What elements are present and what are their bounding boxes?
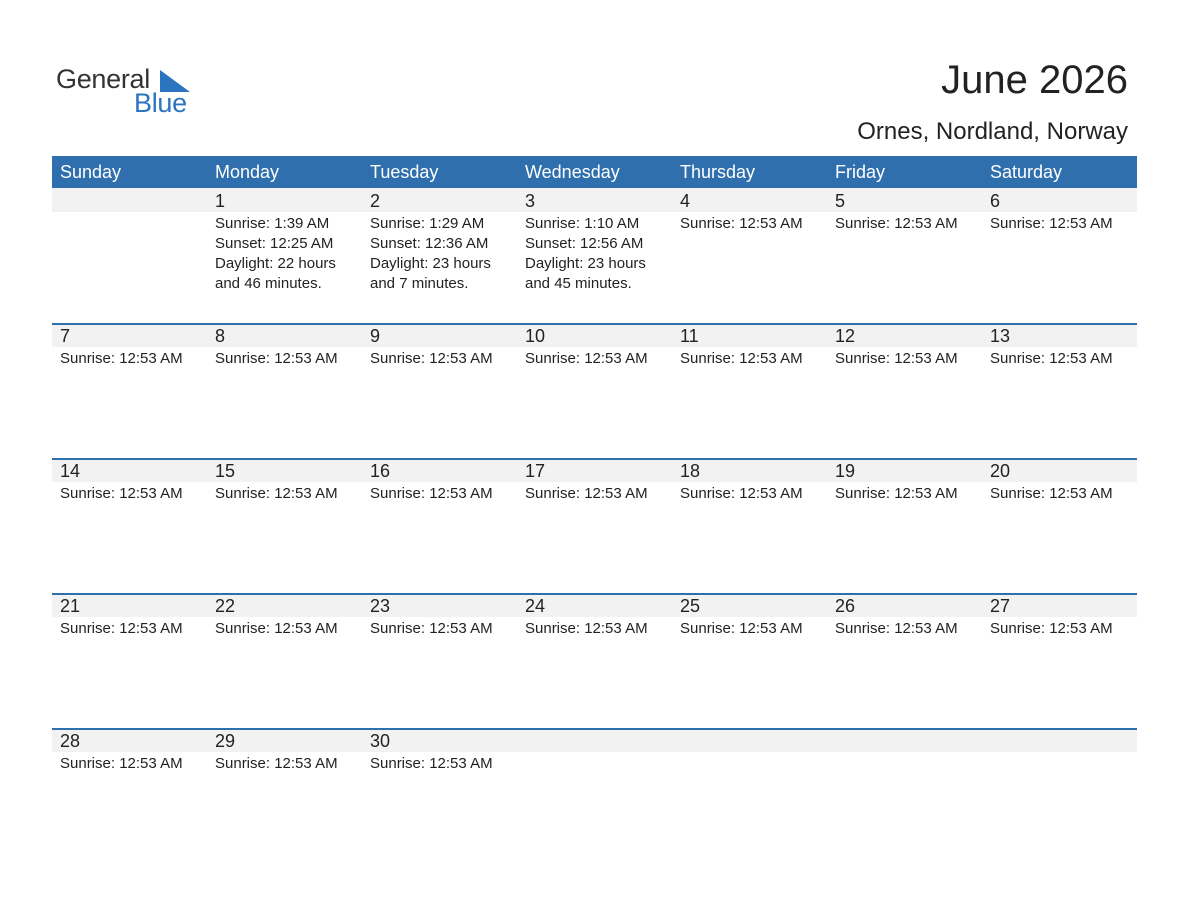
day-info — [680, 212, 827, 234]
sunrise-text: Sunrise: 12:53 AM — [990, 215, 1113, 232]
week-row — [52, 593, 1137, 728]
sunrise-text: Sunrise: 12:53 AM — [60, 755, 183, 772]
location-subtitle: Ornes, Nordland, Norway — [857, 118, 1128, 145]
week-days — [52, 458, 1137, 504]
day-info — [680, 347, 827, 369]
sunrise-text: Sunrise: 12:53 AM — [370, 620, 493, 637]
day-info — [215, 482, 362, 504]
day-number: 21 — [60, 596, 81, 616]
day-cell — [52, 188, 207, 294]
day-cell — [827, 593, 982, 639]
day-cell — [52, 323, 207, 369]
day-number: 25 — [680, 596, 701, 616]
day-info — [370, 752, 517, 774]
weekday-thursday: Thursday — [680, 162, 756, 182]
brand-logo — [56, 64, 196, 120]
day-cell — [982, 593, 1137, 639]
day-number — [835, 728, 982, 752]
day-info — [990, 212, 1137, 234]
sunrise-text: Sunrise: 1:39 AM — [215, 215, 330, 232]
day-cell — [517, 593, 672, 639]
day-number: 12 — [835, 326, 856, 346]
weekday-header-row — [52, 156, 1137, 188]
day-cell — [362, 323, 517, 369]
day-cell — [362, 593, 517, 639]
day-number — [990, 728, 1137, 752]
day-number: 28 — [60, 731, 81, 751]
day-info — [525, 617, 672, 639]
weekday-wednesday: Wednesday — [525, 162, 620, 182]
day-info — [60, 617, 207, 639]
day-info — [835, 212, 982, 234]
week-row — [52, 458, 1137, 593]
day-number: 22 — [215, 596, 236, 616]
sunrise-text: Sunrise: 12:53 AM — [525, 485, 648, 502]
day-number: 23 — [370, 596, 391, 616]
sunrise-text: Sunrise: 12:53 AM — [835, 215, 958, 232]
sunrise-text: Sunrise: 12:53 AM — [835, 350, 958, 367]
weekday-saturday: Saturday — [990, 162, 1063, 182]
sunrise-text: Sunrise: 12:53 AM — [680, 620, 803, 637]
day-info — [215, 752, 362, 774]
day-info — [835, 617, 982, 639]
day-number: 7 — [60, 326, 71, 346]
sunrise-text: Sunrise: 12:53 AM — [680, 350, 803, 367]
sunset-text: Sunset: 12:56 AM — [525, 235, 644, 252]
daylight-text: Daylight: 23 hours — [525, 255, 646, 272]
day-cell — [207, 458, 362, 504]
day-number: 4 — [680, 191, 691, 211]
day-info — [370, 347, 517, 369]
day-cell — [672, 728, 827, 774]
day-number: 14 — [60, 461, 81, 481]
calendar — [52, 156, 1137, 863]
weeks-container — [52, 188, 1137, 863]
day-info — [835, 482, 982, 504]
day-cell — [672, 188, 827, 294]
day-info — [60, 482, 207, 504]
day-info — [60, 752, 207, 774]
day-info — [370, 617, 517, 639]
sunrise-text: Sunrise: 12:53 AM — [215, 485, 338, 502]
day-number: 8 — [215, 326, 226, 346]
day-info — [215, 617, 362, 639]
sunrise-text: Sunrise: 12:53 AM — [60, 485, 183, 502]
day-cell — [362, 728, 517, 774]
day-cell — [672, 593, 827, 639]
day-number: 11 — [680, 326, 699, 346]
week-days — [52, 188, 1137, 294]
day-cell — [517, 323, 672, 369]
day-number: 30 — [370, 731, 391, 751]
day-info — [990, 617, 1137, 639]
day-number: 1 — [215, 191, 226, 211]
day-cell — [207, 188, 362, 294]
sunrise-text: Sunrise: 1:10 AM — [525, 215, 640, 232]
day-cell — [52, 593, 207, 639]
day-number: 16 — [370, 461, 391, 481]
day-cell — [982, 188, 1137, 294]
sunrise-text: Sunrise: 1:29 AM — [370, 215, 485, 232]
day-info — [370, 212, 517, 294]
sunrise-text: Sunrise: 12:53 AM — [215, 755, 338, 772]
day-cell — [362, 458, 517, 504]
week-days — [52, 323, 1137, 369]
sunrise-text: Sunrise: 12:53 AM — [215, 620, 338, 637]
sunrise-text: Sunrise: 12:53 AM — [990, 485, 1113, 502]
day-number: 18 — [680, 461, 701, 481]
daylight-text: and 7 minutes. — [370, 275, 469, 292]
day-number: 19 — [835, 461, 856, 481]
day-info — [680, 752, 827, 754]
sunrise-text: Sunrise: 12:53 AM — [60, 620, 183, 637]
day-number — [680, 728, 827, 752]
day-cell — [517, 458, 672, 504]
day-info — [60, 347, 207, 369]
day-info — [215, 212, 362, 294]
day-number: 27 — [990, 596, 1011, 616]
day-info — [370, 482, 517, 504]
day-cell — [827, 188, 982, 294]
sunrise-text: Sunrise: 12:53 AM — [525, 350, 648, 367]
week-row — [52, 728, 1137, 863]
week-row — [52, 188, 1137, 323]
daylight-text: and 45 minutes. — [525, 275, 632, 292]
sunrise-text: Sunrise: 12:53 AM — [215, 350, 338, 367]
day-number: 15 — [215, 461, 236, 481]
day-number: 6 — [990, 191, 1001, 211]
day-cell — [207, 593, 362, 639]
sunrise-text: Sunrise: 12:53 AM — [525, 620, 648, 637]
day-info — [835, 347, 982, 369]
week-row — [52, 323, 1137, 458]
day-cell — [362, 188, 517, 294]
day-number: 10 — [525, 326, 546, 346]
sunrise-text: Sunrise: 12:53 AM — [60, 350, 183, 367]
day-cell — [827, 323, 982, 369]
week-days — [52, 728, 1137, 774]
day-info — [525, 752, 672, 754]
day-cell — [517, 188, 672, 294]
page-title: June 2026 — [941, 58, 1128, 102]
day-number: 26 — [835, 596, 856, 616]
day-info — [990, 347, 1137, 369]
weekday-friday: Friday — [835, 162, 886, 182]
sunrise-text: Sunrise: 12:53 AM — [835, 620, 958, 637]
sunrise-text: Sunrise: 12:53 AM — [680, 485, 803, 502]
sunrise-text: Sunrise: 12:53 AM — [990, 620, 1113, 637]
logo-text-blue: Blue — [134, 88, 187, 118]
day-info — [680, 617, 827, 639]
week-days — [52, 593, 1137, 639]
day-number — [60, 188, 207, 212]
day-cell — [52, 728, 207, 774]
day-info — [680, 482, 827, 504]
daylight-text: and 46 minutes. — [215, 275, 322, 292]
day-cell — [982, 728, 1137, 774]
sunrise-text: Sunrise: 12:53 AM — [680, 215, 803, 232]
day-info — [60, 212, 207, 214]
day-info — [990, 752, 1137, 754]
weekday-tuesday: Tuesday — [370, 162, 439, 182]
sunset-text: Sunset: 12:25 AM — [215, 235, 334, 252]
day-cell — [982, 323, 1137, 369]
day-cell — [517, 728, 672, 774]
day-number: 20 — [990, 461, 1011, 481]
weekday-monday: Monday — [215, 162, 280, 182]
day-number — [525, 728, 672, 752]
sunrise-text: Sunrise: 12:53 AM — [370, 485, 493, 502]
day-cell — [827, 458, 982, 504]
day-cell — [982, 458, 1137, 504]
daylight-text: Daylight: 23 hours — [370, 255, 491, 272]
day-cell — [672, 458, 827, 504]
day-number: 13 — [990, 326, 1011, 346]
day-cell — [207, 728, 362, 774]
day-number: 9 — [370, 326, 381, 346]
day-info — [525, 212, 672, 294]
sunrise-text: Sunrise: 12:53 AM — [990, 350, 1113, 367]
logo-text-general: General — [56, 64, 150, 94]
day-cell — [52, 458, 207, 504]
day-number: 24 — [525, 596, 546, 616]
sunrise-text: Sunrise: 12:53 AM — [835, 485, 958, 502]
day-info — [525, 347, 672, 369]
day-info — [990, 482, 1137, 504]
day-number: 2 — [370, 191, 381, 211]
day-info — [525, 482, 672, 504]
day-number: 29 — [215, 731, 236, 751]
day-cell — [672, 323, 827, 369]
day-number: 5 — [835, 191, 846, 211]
sunset-text: Sunset: 12:36 AM — [370, 235, 489, 252]
day-info — [215, 347, 362, 369]
weekday-sunday: Sunday — [60, 162, 122, 182]
sunrise-text: Sunrise: 12:53 AM — [370, 755, 493, 772]
daylight-text: Daylight: 22 hours — [215, 255, 336, 272]
day-number: 17 — [525, 461, 546, 481]
sunrise-text: Sunrise: 12:53 AM — [370, 350, 493, 367]
day-cell — [207, 323, 362, 369]
day-info — [835, 752, 982, 754]
day-cell — [827, 728, 982, 774]
day-number: 3 — [525, 191, 536, 211]
